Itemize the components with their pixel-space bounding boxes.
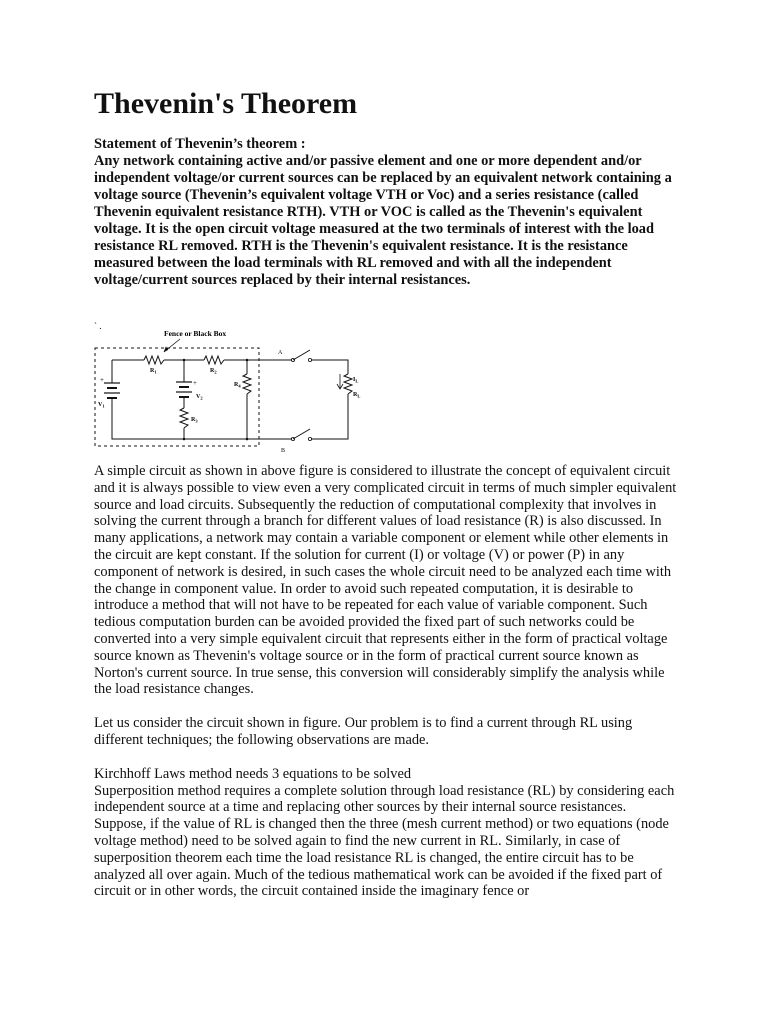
paragraph-kirchhoff: Kirchhoff Laws method needs 3 equations to be solved xyxy=(94,765,412,782)
figure-corner-mark: ` . xyxy=(94,321,102,331)
resistor-r3 xyxy=(180,408,188,428)
resistor-r2 xyxy=(204,356,224,364)
paragraph-suppose: Suppose, if the value of RL is changed then the three (mesh current method) or two equations (node voltage method) need to be solved again to find the new current in RL. Similarly, in case of superposition theorem each time the load resistance RL is changed, the entire circuit has to be analyzed all over again. Much of the tedious mathematical work can be avoided if the fixed part of circuit or in other words, the circuit contained inside the imaginary fence or xyxy=(94,816,669,900)
circuit-diagram xyxy=(92,318,362,458)
statement-text: Any network containing active and/or passive element and one or more dependent and/or independent voltage/or current sources can be replaced by an equivalent network containing a voltage source (Thevenin’s equivalent voltage VTH or Voc) and a series resistance (called Thevenin equivalent resistance RTH). VTH or VOC is called as the Thevenin's equivalent voltage. It is the open circuit voltage measured at the two terminals of interest with the load resistance RL removed. RTH is the Thevenin's equivalent resistance. It is the resistance measured between the load terminals with RL removed and with all the independent voltage/current sources replaced by their internal resistances. xyxy=(94,153,672,288)
v1-plus-sign: + xyxy=(100,376,104,384)
statement-heading: Statement of Thevenin’s theorem : xyxy=(94,136,306,152)
fence-box xyxy=(95,348,259,446)
node-a-label: A xyxy=(278,350,283,356)
paragraph-problem: Let us consider the circuit shown in figure. Our problem is to find a current through RL using different techniques; the following observations are made. xyxy=(94,715,633,748)
r1-label: $R_1$ xyxy=(150,368,157,375)
wire xyxy=(311,360,348,374)
v2-plus-sign: + xyxy=(193,379,197,387)
resistor-r4 xyxy=(243,374,251,394)
node-b-label: B xyxy=(281,448,286,454)
r2-label: $R_2$ xyxy=(210,368,217,375)
il-label: $I_L$ xyxy=(353,377,359,384)
junction-dot xyxy=(183,359,186,362)
r4-label: $R_4$ xyxy=(234,382,241,389)
resistor-r1 xyxy=(144,356,164,364)
theorem-statement xyxy=(94,136,684,289)
v2-label: $V_2$ xyxy=(196,394,203,401)
body-text xyxy=(94,463,684,900)
paragraph-intro: A simple circuit as shown in above figure is considered to illustrate the concept of equivalent circuit and it is always possible to view even a very complicated circuit in terms of much simpler equivalent source and load circuits. Subsequently the reduction of computational complexity that involves in solving the current through a branch for different values of load resistance (R) is also discussed. In many applications, a network may contain a variable component or element while other elements in the circuit are kept constant. If the solution for current (I) or voltage (V) or power (P) in any component of network is desired, in such cases the whole circuit need to be analyzed each time with the change in component value. In order to avoid such repeated computation, it is desirable to introduce a method that will not have to be repeated for each value of variable component. Such tedious computation burden can be avoided provided the fixed part of such networks could be converted into a very simple equivalent circuit that represents either in the form of practical voltage source known as Thevenin's voltage source or in the form of practical current source known as Norton's current source. In true sense, this conversion will considerably simplify the analysis while the load resistance changes. xyxy=(94,463,677,698)
switch-b-blade xyxy=(293,429,310,439)
rl-label: $R_L$ xyxy=(353,392,361,399)
v1-label: $V_1$ xyxy=(98,402,105,409)
circuit-figure xyxy=(92,318,362,458)
resistor-rl xyxy=(344,374,352,394)
paragraph-superposition: Superposition method requires a complete solution through load resistance (RL) by considering each independent source at a time and replacing other sources by their internal source resistances. xyxy=(94,782,675,816)
switch-a-blade xyxy=(293,350,310,360)
wire xyxy=(311,394,348,439)
page-title: Thevenin's Theorem xyxy=(94,87,358,120)
junction-dot xyxy=(246,359,249,362)
wire xyxy=(112,402,247,439)
junction-dot xyxy=(183,438,186,441)
junction-dot xyxy=(246,438,249,441)
fence-label: Fence or Black Box xyxy=(164,329,227,338)
r3-label: $R_3$ xyxy=(191,417,198,424)
paragraph-spacer xyxy=(94,698,684,715)
paragraph-spacer xyxy=(94,749,684,766)
